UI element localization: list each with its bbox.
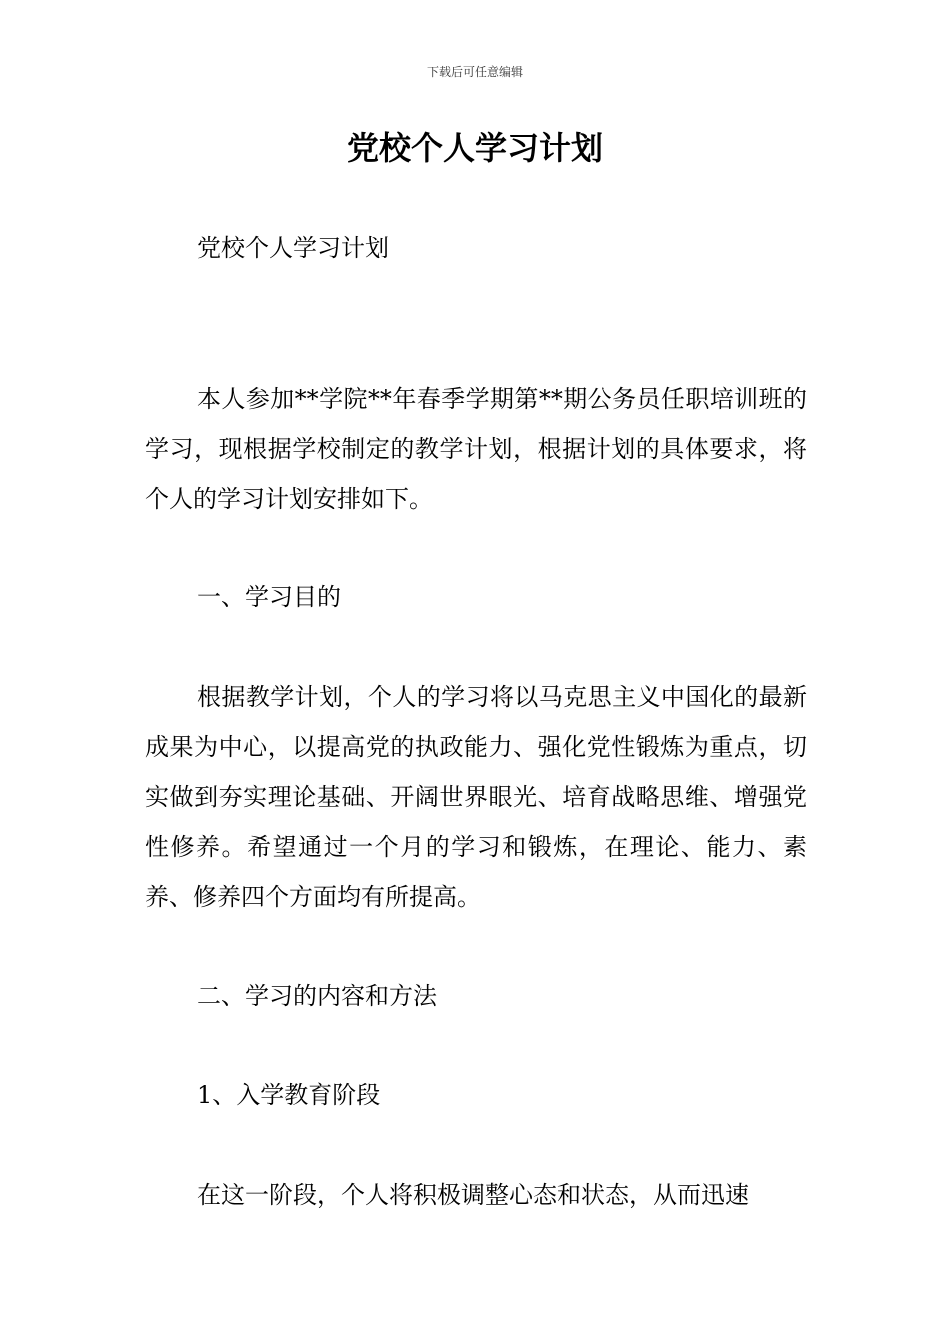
header-note: 下载后可任意编辑 <box>426 65 523 79</box>
document-title: 党校个人学习计划 <box>346 129 603 167</box>
section1-heading: 一、学习目的 <box>197 583 341 611</box>
subsection1-body: 在这一阶段，个人将积极调整心态和状态，从而迅速 <box>197 1181 749 1209</box>
subtitle-paragraph: 党校个人学习计划 <box>197 234 389 262</box>
section1-body: 根据教学计划，个人的学习将以马克思主义中国化的最新成果为中心，以提高党的执政能力、强化党性锻炼为重点，切实做到夯实理论基础、开阔世界眼光、培育战略思维、增强党性修养。希望通过一个月的学习和锻炼，在理论、能力、素养、修养四个方面均有所提高。 <box>145 683 807 911</box>
section2-heading: 二、学习的内容和方法 <box>197 982 437 1010</box>
intro-paragraph: 本人参加**学院**年春季学期第**期公务员任职培训班的学习，现根据学校制定的教学计划，根据计划的具体要求，将个人的学习计划安排如下。 <box>145 385 807 513</box>
subsection1-heading: 1、入学教育阶段 <box>197 1081 381 1109</box>
